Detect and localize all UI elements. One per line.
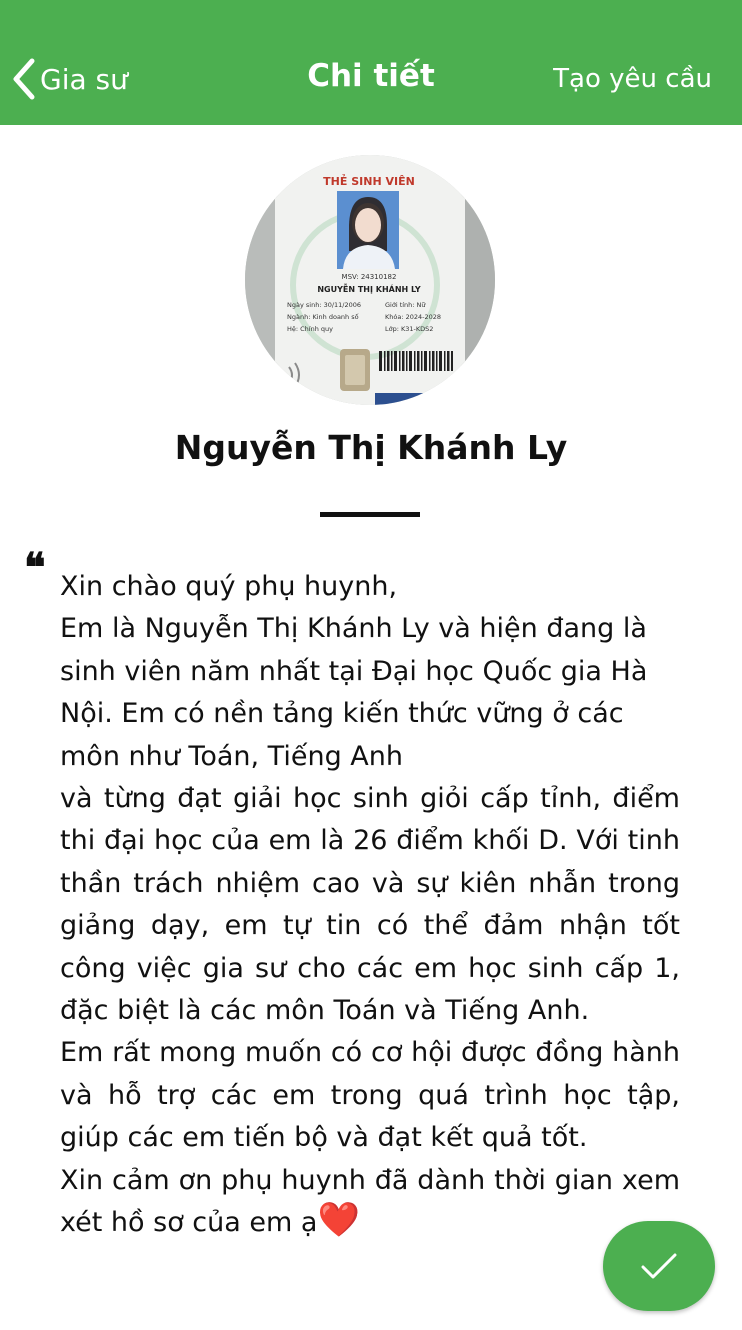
- bio-paragraph-last: [60, 1160, 680, 1245]
- tutor-name: Nguyễn Thị Khánh Ly: [174, 428, 568, 467]
- card-major: Ngành: Kinh doanh số: [287, 313, 359, 321]
- tutor-bio: [60, 566, 680, 1245]
- student-id-card-photo: [245, 155, 495, 405]
- page-title: Chi tiết: [307, 58, 435, 94]
- bio-paragraph: Em là Nguyễn Thị Khánh Ly và hiện đang là sinh viên năm nhất tại Đại học Quốc gia Hà Nội. Em có nền tảng kiến thức vững ở các môn như Toán, Tiếng Anh: [60, 613, 648, 772]
- back-label: Gia sư: [40, 62, 128, 96]
- card-course: Khóa: 2024-2028: [385, 313, 442, 321]
- section-divider: [320, 512, 420, 517]
- confirm-button[interactable]: [603, 1221, 715, 1311]
- card-class: Lớp: K31-KDS2: [385, 325, 434, 333]
- card-gender: Giới tính: Nữ: [385, 301, 426, 309]
- card-system: Hệ: Chính quy: [287, 325, 334, 333]
- card-heading: THẺ SINH VIÊN: [323, 175, 415, 188]
- checkmark-icon: [639, 1250, 679, 1282]
- avatar[interactable]: [245, 155, 495, 405]
- card-dob: Ngày sinh: 30/11/2006: [287, 301, 362, 309]
- card-name: NGUYỄN THỊ KHÁNH LY: [317, 285, 421, 294]
- chevron-left-icon: [10, 57, 36, 101]
- card-msv: MSV: 24310182: [341, 273, 397, 281]
- bio-paragraph: và từng đạt giải học sinh giỏi cấp tỉnh, điểm thi đại học của em là 26 điểm khối D. Với tinh thần trách nhiệm cao và sự kiên nhẫn trong giảng dạy, em tự tin có thể đảm nhận tốt công việc gia sư cho các em học sinh cấp 1, đặc biệt là các môn Toán và Tiếng Anh.: [60, 783, 680, 1027]
- app-header: [0, 0, 742, 125]
- bio-paragraph: Xin chào quý phụ huynh,: [60, 571, 398, 602]
- create-request-button[interactable]: Tạo yêu cầu: [553, 64, 712, 94]
- heart-emoji: ❤️: [317, 1200, 360, 1241]
- back-button[interactable]: [10, 55, 128, 103]
- quote-icon: ❝: [24, 544, 46, 591]
- bio-closing-text: Xin cảm ơn phụ huynh đã dành thời gian xem xét hồ sơ của em ạ: [60, 1164, 680, 1239]
- bio-paragraph: Em rất mong muốn có cơ hội được đồng hành và hỗ trợ các em trong quá trình học tập, giúp các em tiến bộ và đạt kết quả tốt.: [60, 1037, 680, 1154]
